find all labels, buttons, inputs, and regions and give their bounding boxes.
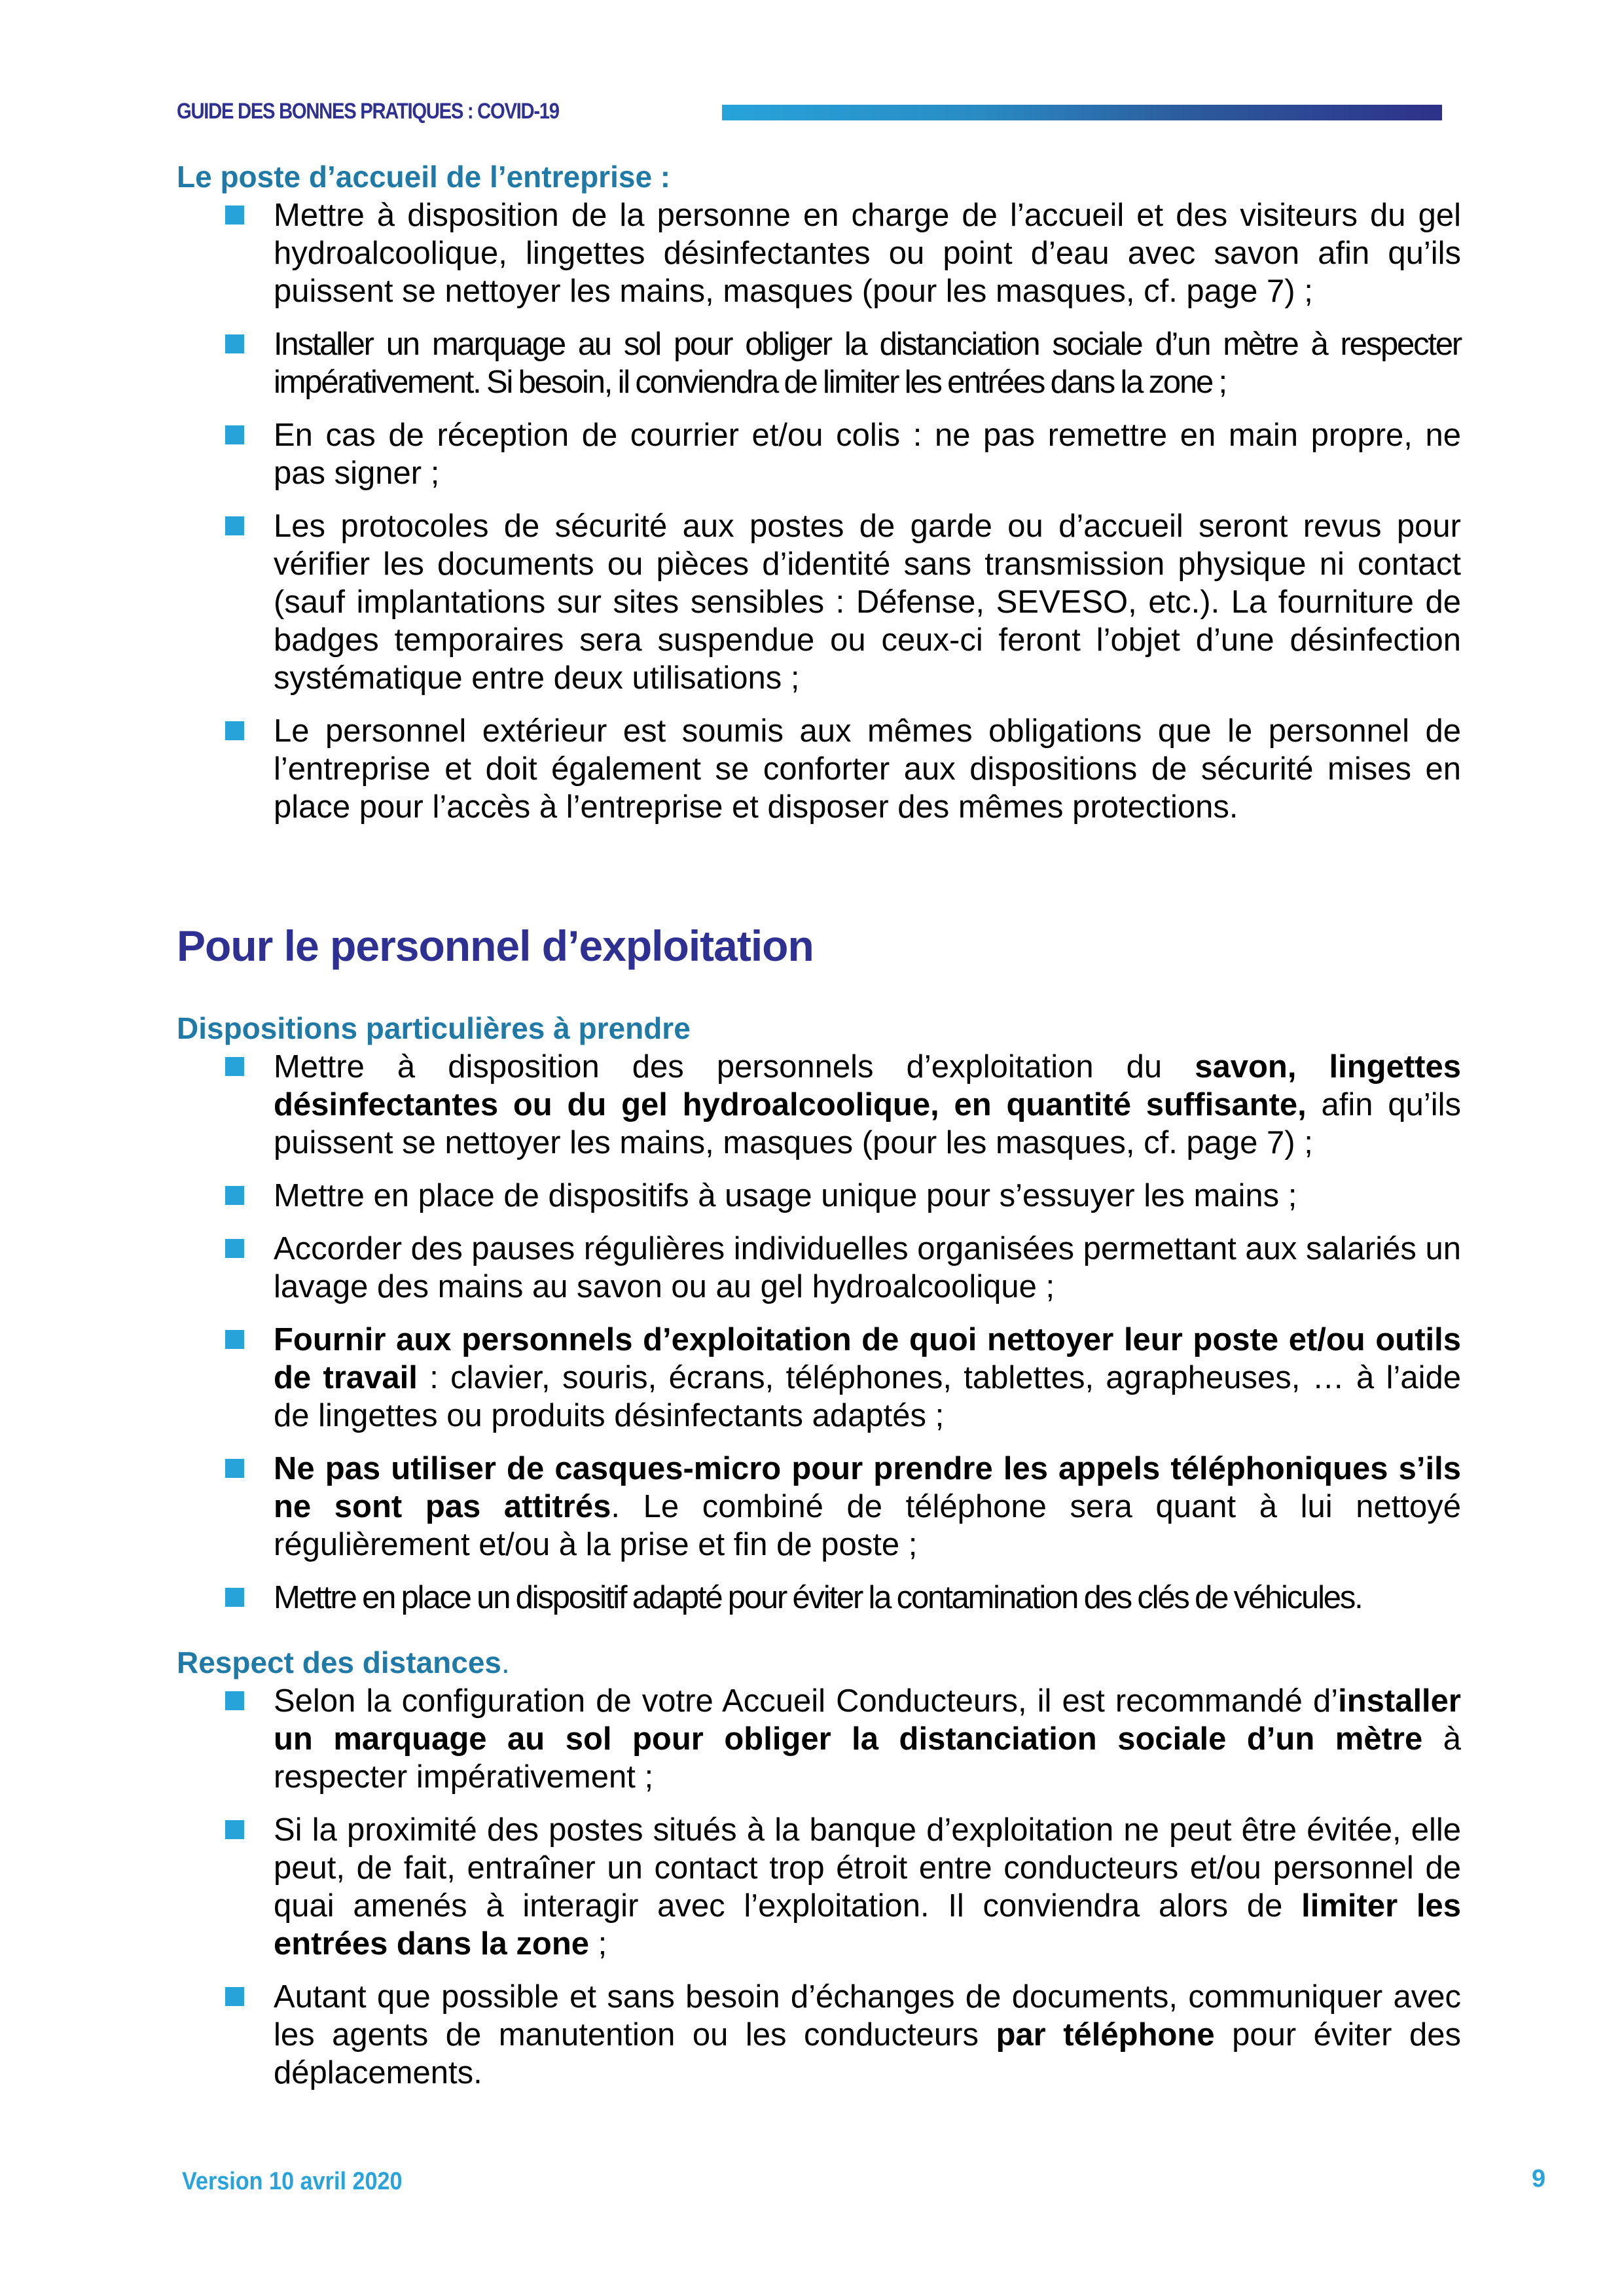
list-item	[177, 1230, 1461, 1306]
square-bullet-icon	[225, 1239, 244, 1258]
bold-text: Fournir aux personnels d’exploitation de quoi nettoyer leur poste et/ou outils de travail	[274, 1322, 1461, 1395]
square-bullet-icon	[225, 1459, 244, 1478]
list-item	[177, 1579, 1461, 1617]
bullet-list-accueil	[177, 196, 1461, 826]
text-run: Installer un marquage au sol pour obliger la distanciation sociale d’un mètre à respecter impérativement. Si besoin, il conviendra de limiter les entrées dans la zone ;	[274, 327, 1461, 400]
list-item-text	[274, 1049, 1461, 1160]
list-item-text	[274, 1451, 1461, 1562]
list-item-text	[274, 1580, 1362, 1615]
running-header-title: GUIDE DES BONNES PRATIQUES : COVID-19	[177, 99, 559, 124]
list-item	[177, 1321, 1461, 1435]
header-gradient-bar	[722, 105, 1442, 120]
text-run: pour éviter des déplacements.	[274, 2017, 1461, 2090]
list-item-text	[274, 509, 1461, 696]
list-item	[177, 1682, 1461, 1796]
square-bullet-icon	[225, 425, 244, 444]
list-item	[177, 196, 1461, 310]
square-bullet-icon	[225, 1691, 244, 1710]
list-item-text	[274, 418, 1461, 491]
bullet-list-distances	[177, 1682, 1461, 2092]
text-run: : clavier, souris, écrans, téléphones, tablettes, agrapheuses, … à l’aide de lingettes ou produits désinfectants adaptés ;	[274, 1360, 1461, 1433]
square-bullet-icon	[225, 1987, 244, 2006]
text-run: Autant que possible et sans besoin d’échanges de documents, communiquer avec les agents de manutention ou les conducteurs	[274, 1979, 1461, 2053]
list-item-text	[274, 1979, 1461, 2090]
text-run: à respecter impérativement ;	[274, 1721, 1461, 1795]
section-heading-dispositions: Dispositions particulières à prendre	[177, 1011, 691, 1045]
list-item	[177, 416, 1461, 492]
section-title-exploitation: Pour le personnel d’exploitation	[177, 922, 814, 970]
list-item-text	[274, 327, 1461, 400]
square-bullet-icon	[225, 334, 244, 353]
text-run: Accorder des pauses régulières individuelles organisées permettant aux salariés un lavage des mains au savon ou au gel hydroalcoolique ;	[274, 1231, 1462, 1304]
text-run: ;	[589, 1926, 607, 1962]
text-run: Le personnel extérieur est soumis aux mêmes obligations que le personnel de l’entreprise et doit également se conforter aux dispositions de sécurité mises en place pour l’accès à l’entreprise et disposer des mêmes protections.	[274, 713, 1461, 825]
square-bullet-icon	[225, 1820, 244, 1839]
bold-text: savon, lingettes désinfectantes ou du gel hydroalcoolique, en quantité suffisante,	[274, 1049, 1461, 1122]
list-item	[177, 1978, 1461, 2092]
list-item	[177, 325, 1461, 401]
square-bullet-icon	[225, 721, 244, 740]
text-run: Mettre à disposition de la personne en charge de l’accueil et des visiteurs du gel hydroalcoolique, lingettes désinfectantes ou point d’eau avec savon afin qu’ils puissent se nettoyer les mains, masques (pour les masques, cf. page 7) ;	[274, 198, 1461, 309]
list-item	[177, 1177, 1461, 1215]
list-item	[177, 507, 1461, 697]
list-item-text	[274, 1178, 1297, 1213]
page-content	[177, 157, 1461, 2107]
list-item	[177, 1811, 1461, 1963]
list-item-text	[274, 1231, 1461, 1304]
square-bullet-icon	[225, 1588, 244, 1607]
text-run: Selon la configuration de votre Accueil Conducteurs, il est recommandé d’	[274, 1683, 1339, 1719]
section-heading-distances-suffix: .	[501, 1645, 510, 1679]
section-heading-distances-text: Respect des distances	[177, 1645, 502, 1679]
square-bullet-icon	[225, 1057, 244, 1076]
text-run: Mettre en place de dispositifs à usage unique pour s’essuyer les mains ;	[274, 1178, 1297, 1213]
bold-text: Ne pas utiliser de casques-micro pour prendre les appels téléphoniques s’ils ne sont pas attitrés	[274, 1451, 1461, 1524]
list-item-text	[274, 1683, 1461, 1795]
text-run: afin qu’ils puissent se nettoyer les mains, masques (pour les masques, cf. page 7) ;	[274, 1087, 1461, 1160]
footer-version: Version 10 avril 2020	[182, 2168, 403, 2195]
text-run: Les protocoles de sécurité aux postes de garde ou d’accueil seront revus pour vérifier les documents ou pièces d’identité sans transmission physique ni contact (sauf implantations sur sites sensibles : Défense, SEVESO, etc.). La fourniture de badges temporaires sera suspendue ou ceux-ci feront l’objet d’une désinfection systématique entre deux utilisations ;	[274, 509, 1461, 696]
list-item-text	[274, 198, 1461, 309]
bold-text: limiter les entrées dans la zone	[274, 1888, 1461, 1962]
page-number: 9	[1532, 2165, 1546, 2193]
list-item	[177, 1450, 1461, 1564]
section-heading-accueil: Le poste d’accueil de l’entreprise :	[177, 160, 671, 194]
list-item-text	[274, 1812, 1461, 1962]
square-bullet-icon	[225, 206, 244, 224]
square-bullet-icon	[225, 516, 244, 535]
bullet-list-dispositions	[177, 1048, 1461, 1617]
square-bullet-icon	[225, 1186, 244, 1205]
square-bullet-icon	[225, 1330, 244, 1349]
text-run: Mettre à disposition des personnels d’exploitation du	[274, 1049, 1195, 1085]
bold-text: installer un marquage au sol pour obliger la distanciation sociale d’un mètre	[274, 1683, 1461, 1757]
text-run: Mettre en place un dispositif adapté pour éviter la contamination des clés de véhicules.	[274, 1580, 1362, 1615]
text-run: En cas de réception de courrier et/ou colis : ne pas remettre en main propre, ne pas signer ;	[274, 418, 1461, 491]
bold-text: par téléphone	[996, 2017, 1215, 2053]
list-item-text	[274, 1322, 1461, 1433]
section-heading-distances	[177, 1643, 1461, 1682]
text-run: . Le combiné de téléphone sera quant à lui nettoyé régulièrement et/ou à la prise et fin de poste ;	[274, 1489, 1462, 1562]
list-item	[177, 712, 1461, 826]
list-item	[177, 1048, 1461, 1162]
list-item-text	[274, 713, 1461, 825]
text-run: Si la proximité des postes situés à la banque d’exploitation ne peut être évitée, elle peut, de fait, entraîner un contact trop étroit entre conducteurs et/ou personnel de quai amenés à interagir avec l’exploitation. Il conviendra alors de	[274, 1812, 1461, 1924]
